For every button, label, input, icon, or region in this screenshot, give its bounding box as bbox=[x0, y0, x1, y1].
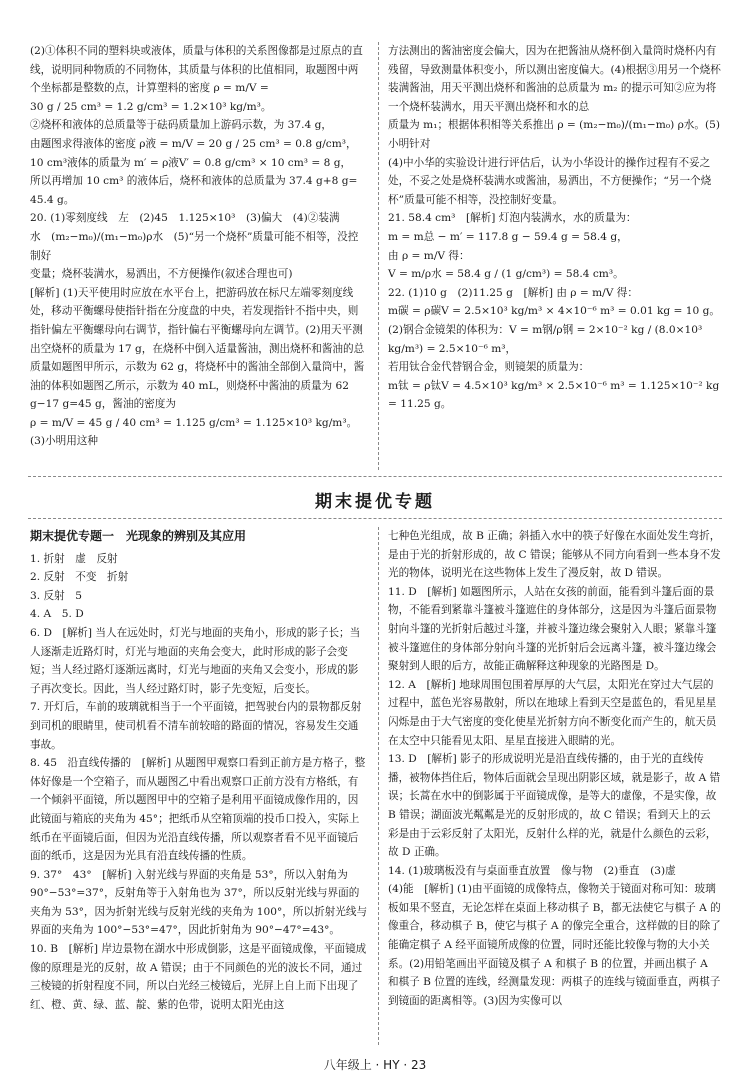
q22-answer: 22. (1)10 g (2)11.25 g [解析] 由 ρ = m/V 得： bbox=[388, 286, 638, 299]
answer-13: 13. D [解析] 影子的形成说明光是沿直线传播的，由于光的直线传播，被物体挡住后，物体后面就会呈现出阴影区域，就是影子，故 A 错误；长蒿在水中的倒影属于平面镜成像，是等大的虚像，不是实像，故 B 错误；湖面波光粼粼是光的反射形成的，故 C 错误；看到天上的云彩是由于云彩反射了太阳光，反射什么样的光，就是什么颜色的云彩，故 D 正确。 bbox=[388, 753, 721, 859]
answer-12: 12. A [解析] 地球周围包围着厚厚的大气层，太阳光在穿过大气层的过程中，蓝色光容易散射，所以在地球上看到天空是蓝色的，看见星星闪烁是由于大气密度的变化使星光折射方向不断变化而产生的，航天员在太空中只能看见太阳、星星直接进入眼睛的光。 bbox=[388, 678, 717, 747]
q20-analysis: [解析] (1)天平使用时应放在水平台上，把游码放在标尺左端零刻度线处，移动平衡螺母使指针指在分度盘的中央，若发现指针不指中央，则指针偏左平衡螺母向右调节，指针偏右平衡螺母向左调节。(2)用天平测出空烧杯的质量为 17 g，在烧杯中倒入适量酱油，测出烧杯和酱油的总质量如题图甲所示，示数为 62 g，将烧杯中的酱油全部倒入量筒中，酱油的体积如题图乙所示，示数为 40 mL，则烧杯中酱油的质量为 62 g−17 g=45 g，酱油的密度为 bbox=[30, 286, 365, 411]
top-right-column bbox=[388, 42, 721, 414]
column-divider-bottom bbox=[378, 527, 379, 1045]
answer-6: 6. D [解析] 当人在远处时，灯光与地面的夹角小，形成的影子长；当人逐渐走近路灯时，灯光与地面的夹角会变大，此时形成的影子会变短；当人经过路灯逐渐远离时，灯光与地面的夹角又会变小，形成的影子再次变长。因此，当人经过路灯时，影子先变短，后变长。 bbox=[30, 626, 361, 695]
q20-analysis-formula: 质量为 m₁；根据体积相等关系推出 ρ = (m₂−m₀)/(m₁−m₀) ρ水。(5)小明针对 bbox=[388, 119, 720, 150]
answer-14: 14. (1)玻璃板没有与桌面垂直放置 像与物 (2)垂直 (3)虚 bbox=[388, 864, 676, 877]
answer-3: 3. 反射 5 bbox=[30, 589, 82, 602]
q20-density-calc: ρ = m/V = 45 g / 40 cm³ = 1.125 g/cm³ = 1.125×10³ kg/m³。(3)小明用这种 bbox=[30, 416, 358, 448]
q19-liquid-mass: 10 cm³液体的质量为 m′ = ρ液V′ = 0.8 g/cm³ × 10 cm³ = 8 g， bbox=[30, 156, 352, 169]
bottom-left-column bbox=[30, 527, 368, 1014]
q21-answer: 21. 58.4 cm³ [解析] 灯泡内装满水，水的质量为： bbox=[388, 212, 637, 225]
q19-new-total-mass: 所以再增加 10 cm³ 的液体后，烧杯和液体的总质量为 37.4 g+8 g= bbox=[30, 175, 358, 188]
q19-liquid-density: 由题图求得液体的密度 ρ液 = m/V = 20 g / 25 cm³ = 0.8 g/cm³， bbox=[30, 137, 357, 150]
q20-answer-line3: 变量；烧杯装满水，易洒出，不方便操作(叙述合理也可) bbox=[30, 268, 293, 281]
q19-total-mass-text: ②烧杯和液体的总质量等于砝码质量加上游码示数，为 37.4 g， bbox=[30, 119, 332, 132]
answer-10: 10. B [解析] 岸边景物在湖水中形成倒影，这是平面镜成像，平面镜成像的原理是光的反射，故 A 错误；由于不同颜色的光的波长不同，通过三棱镜的折射程度不同，所以白光经三棱镜后，光屏上自上而下出现了红、橙、黄、绿、蓝、靛、紫的色带，说明太阳光由这 bbox=[30, 943, 367, 1011]
q21-formula: 由 ρ = m/V 得： bbox=[388, 249, 470, 262]
q19-plastic-density-result: 30 g / 25 cm³ = 1.2 g/cm³ = 1.2×10³ kg/m³。 bbox=[30, 100, 272, 113]
q21-water-mass: m = m总 − m′ = 117.8 g − 59.4 g = 58.4 g， bbox=[388, 230, 628, 243]
section-rule-top bbox=[28, 476, 722, 477]
q19-part2-text: (2)①体积不同的塑料块或液体，质量与体积的关系图像都是过原点的直线，说明同种物质的不同物体，其质量与体积的比值相同，取题图中两个坐标都是整数的点，计算塑料的密度 ρ = m/V = bbox=[30, 45, 363, 95]
page-footer: 八年级上 · HY · 23 bbox=[323, 1058, 427, 1072]
q19-final-value: 45.4 g。 bbox=[30, 193, 75, 206]
answer-2: 2. 反射 不变 折射 bbox=[30, 571, 129, 584]
answer-10-cont: 七种色光组成，故 B 正确；斜插入水中的筷子好像在水面处发生弯折，是由于光的折射形成的，故 C 错误；能够从不同方向看到一些本身不发光的物体，说明光在这些物体上发生了漫反射，故 D 错误。 bbox=[388, 530, 721, 580]
q22-titanium-mass: m钛 = ρ钛V = 4.5×10³ kg/m³ × 2.5×10⁻⁶ m³ = 1.125×10⁻² kg = 11.25 g。 bbox=[388, 379, 720, 411]
answer-1: 1. 折射 虚 反射 bbox=[30, 552, 118, 565]
sub-title: 期末提优专题一 光现象的辨别及其应用 bbox=[30, 529, 247, 543]
answer-11: 11. D [解析] 如题图所示，人站在女孩的前面，能看到斗篷后面的景物，不能看到紧靠斗篷被斗篷遮住的身体部分，这是因为斗篷后面景物射向斗篷的光折射后越过斗篷，并被斗篷边缘会聚射入人眼；紧靠斗篷被斗篷遮住的身体部分射向斗篷的光折射后会远离斗篷，被斗篷边缘会聚射到人眼的后方，故能正确解释这种现象的光路图是 D。 bbox=[388, 585, 717, 673]
answer-7: 7. 开灯后，车前的玻璃就相当于一个平面镜，把驾驶台内的景物都反射到司机的眼睛里，使司机看不清车前较暗的路面的情况，容易发生交通事故。 bbox=[30, 701, 362, 751]
q22-steel-volume: (2)钢合金镜架的体积为：V = m钢/ρ钢 = 2×10⁻² kg / (8.0×10³ kg/m³) = 2.5×10⁻⁶ m³， bbox=[388, 323, 703, 355]
answer-4-5: 4. A 5. D bbox=[30, 608, 84, 621]
q20-answer-line1: 20. (1)零刻度线 左 (2)45 1.125×10³ (3)偏大 (4)②装满 bbox=[30, 212, 340, 225]
q20-answer-line2: 水 (m₂−m₀)/(m₁−m₀)ρ水 (5)“另一个烧杯”质量可能不相等，没控制好 bbox=[30, 230, 359, 262]
answer-14-analysis: (4)能 [解析] (1)由平面镜的成像特点，像物关于镜面对称可知：玻璃板如果不竖直，无论怎样在桌面上移动棋子 B，都无法使它与棋子 A 的像重合，移动棋子 B，使它与棋子 A 的像完全重合，这样做的目的除了能确定棋子 A 经平面镜所成像的位置，同时还能比较像与物的大小关系。(2)用铅笔画出平面镜及棋子 A 和棋子 B 的位置，并画出棋子 A 和棋子 B 位置的连线，经测量发现：两棋子的连线与镜面垂直，两棋子到镜面的距离相等。(3)因为实像可以 bbox=[388, 883, 721, 1007]
answer-8: 8. 45 沿直线传播的 [解析] 从题图甲观察口看到正前方是方格子，整体好像是一个空箱子，而从题图乙中看出观察口正前方没有方格纸，有一个倾斜平面镜，所以题图甲中的空箱子是利用平面镜成像作用的，因此镜面与箱底的夹角为 45°；把纸币从空箱顶端的投币口投入，实际上纸币在平面镜后面，但因为光沿直线传播，所以观察者看不见平面镜后面的纸币，这是因为光具有沿直线传播的性质。 bbox=[30, 757, 366, 863]
q22-carbon-mass: m碳 = ρ碳V = 2.5×10³ kg/m³ × 4×10⁻⁶ m³ = 0.01 kg = 10 g。 bbox=[388, 305, 721, 318]
bottom-right-column bbox=[388, 527, 721, 1010]
answer-9: 9. 37° 43° [解析] 入射光线与界面的夹角是 53°，所以入射角为 90°−53°=37°，反射角等于入射角也为 37°，所以反射光线与界面的夹角为 53°，因为折射光线与反射光线的夹角为 100°，所以折射光线与界面的夹角为 100°−53°=47°，因此折射角为 90°−47°=43°。 bbox=[30, 868, 368, 937]
q20-evaluation: (4)中小华的实验设计进行评估后，认为小华设计的操作过程有不妥之处，不妥之处是烧杯装满水或酱油，易洒出，不方便操作；“另一个烧杯”质量可能不相等，没控制好变量。 bbox=[388, 156, 712, 206]
section-title: 期末提优专题 bbox=[315, 492, 435, 512]
column-divider-top bbox=[378, 42, 379, 470]
q20-analysis-cont: 方法测出的酱油密度会偏大，因为在把酱油从烧杯倒入量筒时烧杯内有残留，导致测量体积变小，所以测出密度偏大。(4)根据③用另一个烧杯装满酱油，用天平测出烧杯和酱油的总质量为 m₂ 的提示可知②应为将一个烧杯装满水，用天平测出烧杯和水的总 bbox=[388, 45, 721, 113]
top-left-column bbox=[30, 42, 368, 451]
q21-volume: V = m/ρ水 = 58.4 g / (1 g/cm³) = 58.4 cm³。 bbox=[388, 268, 624, 281]
q22-titanium-intro: 若用钛合金代替钢合金，则镜架的质量为： bbox=[388, 361, 590, 374]
section-rule-bottom bbox=[28, 518, 722, 519]
